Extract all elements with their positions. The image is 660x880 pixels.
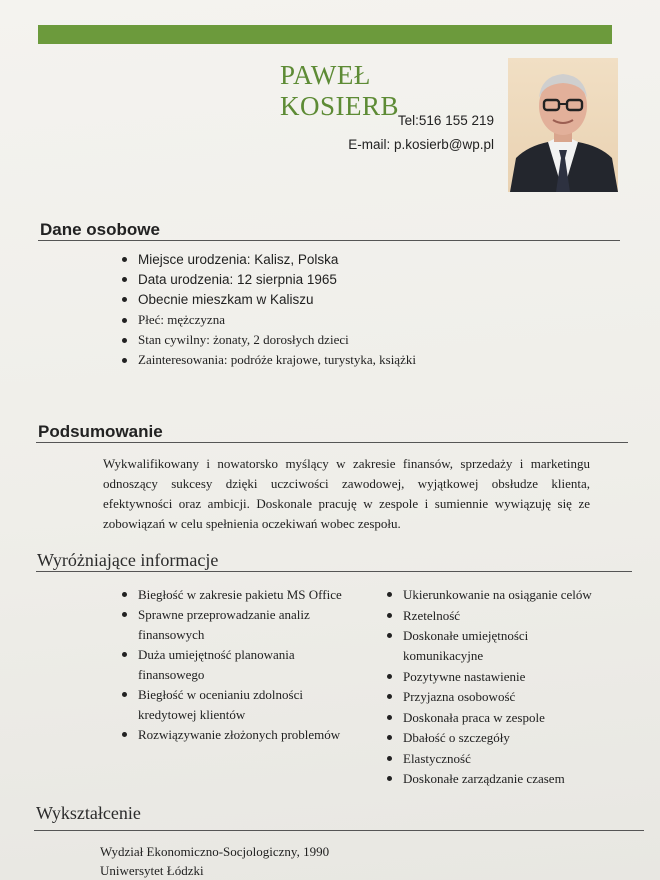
education-university: Uniwersytet Łódzki: [100, 863, 204, 878]
list-item: Zainteresowania: podróże krajowe, turystyka, książki: [120, 350, 416, 370]
education-faculty: Wydział Ekonomiczno-Socjologiczny, 1990: [100, 844, 330, 859]
list-item: Doskonałe umiejętności komunikacyjne: [385, 626, 573, 666]
list-item: Biegłość w ocenianiu zdolności kredytowej klientów: [120, 685, 328, 725]
list-item: Biegłość w zakresie pakietu MS Office: [120, 585, 360, 605]
highlights-right-list: [385, 585, 615, 790]
list-item: Elastyczność: [385, 749, 615, 769]
list-item: Miejsce urodzenia: Kalisz, Polska: [120, 250, 416, 270]
personal-info-list: [120, 250, 416, 370]
section-title-education: Wykształcenie: [36, 803, 141, 823]
list-item: Doskonałe zarządzanie czasem: [385, 769, 615, 789]
list-item: Obecnie mieszkam w Kaliszu: [120, 290, 416, 310]
section-divider: [34, 830, 644, 831]
education-entry: [100, 842, 329, 880]
list-item: Przyjazna osobowość: [385, 687, 615, 707]
header-accent-bar: [38, 25, 612, 44]
section-title-highlights: Wyróżniające informacje: [37, 550, 219, 570]
list-item: Doskonała praca w zespole: [385, 708, 615, 728]
list-item: Data urodzenia: 12 sierpnia 1965: [120, 270, 416, 290]
list-item: Pozytywne nastawienie: [385, 667, 615, 687]
list-item: Rzetelność: [385, 606, 615, 626]
section-title-summary: Podsumowanie: [38, 422, 163, 441]
list-item: Sprawne przeprowadzanie analiz finansowych: [120, 605, 328, 645]
list-item: Płeć: mężczyzna: [120, 310, 416, 330]
summary-paragraph: Wykwalifikowany i nowatorsko myślący w zakresie finansów, sprzedaży i marketingu odnoszący sukcesy dzięki uczciwości zawodowej, wyjątkowej obsłudze klienta, efektywności oraz ambicji. Doskonale pracuję w zespole i sumiennie wywiązuję się ze zobowiązań w celu spełnienia oczekiwań wobec zespołu.: [103, 456, 590, 531]
highlights-left-list: [120, 585, 360, 745]
list-item: Stan cywilny: żonaty, 2 dorosłych dzieci: [120, 330, 416, 350]
list-item: Ukierunkowanie na osiąganie celów: [385, 585, 615, 605]
section-divider: [36, 571, 632, 572]
list-item: Duża umiejętność planowania finansowego: [120, 645, 318, 685]
phone-number: Tel:516 155 219: [397, 113, 494, 128]
list-item: Rozwiązywanie złożonych problemów: [120, 725, 360, 745]
section-title-personal: Dane osobowe: [40, 220, 160, 239]
section-divider: [38, 240, 620, 241]
list-item: Dbałość o szczegóły: [385, 728, 615, 748]
email-address: E-mail: p.kosierb@wp.pl: [348, 137, 494, 152]
profile-photo: [508, 58, 618, 192]
section-divider: [36, 442, 628, 443]
candidate-name: PAWEŁ KOSIERB: [280, 60, 400, 121]
